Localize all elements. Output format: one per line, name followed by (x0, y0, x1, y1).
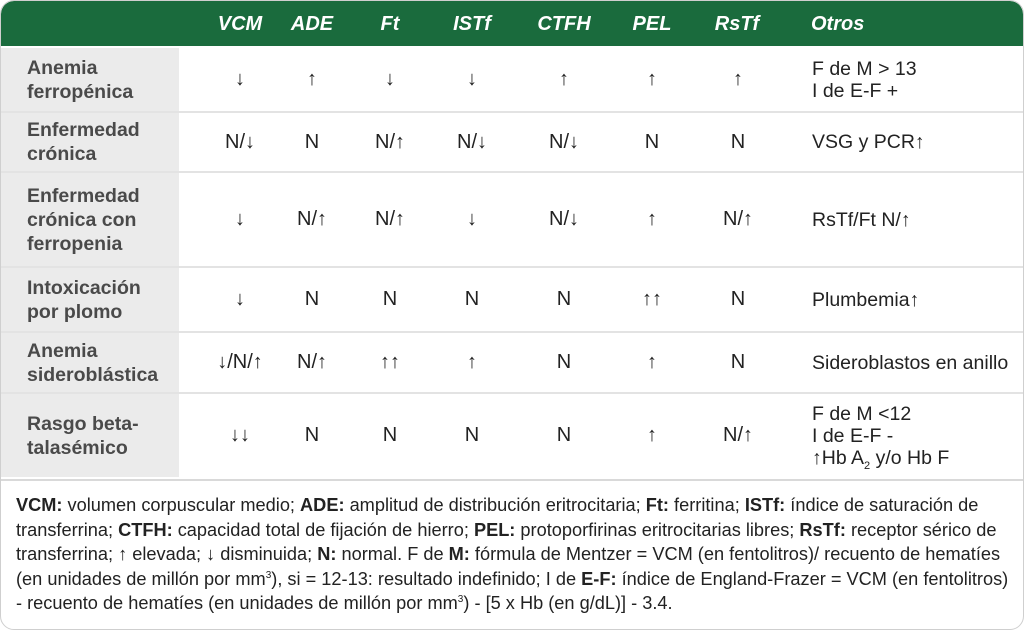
table-cell: N (382, 424, 398, 446)
otros-line: RsTf/Ft N/↑ (812, 208, 911, 231)
table-cell: N/↑ (723, 424, 753, 446)
footnote-key: PEL: (473, 519, 516, 540)
row-label (27, 184, 177, 256)
superscript: 3 (457, 593, 464, 605)
table-cell: N (730, 130, 746, 153)
table-cell: N (556, 351, 572, 373)
footnote-key: ISTf: (744, 495, 786, 515)
table-cell: N/↑ (723, 208, 753, 230)
table-cell: ↓ (235, 68, 245, 90)
header-ade: ADE (290, 13, 334, 35)
header-otros: Otros (811, 13, 865, 35)
table-cell: ↑ (307, 68, 317, 90)
footnote-segment: índice de England-Frazer = VCM (en fentolitros) - recuento de hematíes (en unidades de millón por mm (16, 568, 1009, 613)
table-cell: N (464, 424, 480, 446)
table-cell: ↓ (385, 68, 395, 90)
otros-line: F de M > 13 (812, 57, 917, 80)
footnote-text (16, 493, 1011, 616)
table-cell: N/↑ (375, 130, 405, 153)
table-cell: ↓ (235, 208, 245, 230)
table-footnote (1, 479, 1023, 630)
table-row (1, 333, 1023, 392)
header-istf: ISTf (453, 13, 491, 35)
footnote-key: M: (448, 544, 470, 564)
footnote-key: Ft: (645, 495, 669, 515)
table-cell: N/↑ (297, 208, 327, 230)
table-cell: N/↓ (457, 130, 487, 153)
row-label (27, 339, 177, 387)
table-cell: ↑ (647, 351, 657, 373)
row-label-cell (1, 268, 179, 331)
table-cell: ↓ (235, 288, 245, 310)
footnote-key: CTFH: (118, 519, 173, 540)
footnote-segment: fórmula de Mentzer = VCM (en fentolitros)/ recuento de hematíes (en unidades de millón por mm (16, 544, 1001, 589)
footnote-key: E-F: (581, 568, 617, 589)
table-cell: ↑ (647, 68, 657, 90)
row-label-line: Intoxicación (27, 276, 141, 299)
otros-cell (812, 113, 1020, 171)
table-header (1, 1, 1023, 46)
otros-line: I de E-F - (812, 424, 894, 447)
footnote-key: RsTf: (799, 519, 846, 540)
header-ft: Ft (380, 13, 400, 35)
header-rstf: RsTf (714, 13, 760, 35)
row-label-line: ferropenia (27, 232, 123, 255)
row-label-cell (1, 394, 179, 477)
table-cell: ↓↓ (230, 424, 250, 446)
footnote-segment: volumen corpuscular medio; (62, 495, 301, 515)
row-label (27, 118, 177, 166)
row-label-line: Enfermedad (27, 184, 140, 207)
footnote-segment: protoporfirinas eritrocitarias libres; (515, 519, 800, 540)
table-cell: N (730, 288, 746, 310)
table-cell: ↑↑ (642, 288, 662, 310)
row-label-line: Rasgo beta- (27, 412, 139, 435)
table-row (1, 113, 1023, 171)
table-cell: ↑ (467, 351, 477, 373)
row-label-line: Anemia (27, 56, 98, 79)
table-row (1, 48, 1023, 111)
row-label-cell (1, 48, 179, 111)
otros-line: VSG y PCR↑ (812, 131, 925, 153)
row-label (27, 412, 177, 460)
table-cell: N (464, 288, 480, 310)
header-pel: PEL (632, 13, 672, 35)
row-label-cell (1, 173, 179, 266)
footnote-key: VCM: (16, 495, 63, 515)
row-label-line: crónica (27, 143, 97, 165)
table-cell: ↑ (647, 208, 657, 230)
otros-line: I de E-F + (812, 79, 899, 102)
footnote-segment: ), si = 12-13: resultado indefinido; I de (271, 568, 582, 589)
table-cell: N (304, 130, 320, 153)
table-cell: ↑ (733, 68, 743, 90)
row-label-line: Enfermedad (27, 119, 140, 141)
table-cell: ↑ (559, 68, 569, 90)
row-label (27, 276, 177, 324)
table-row (1, 394, 1023, 477)
footnote-segment: capacidad total de fijación de hierro; (172, 519, 474, 540)
table-cell: N/↓ (549, 208, 579, 230)
otros-cell (812, 173, 1020, 266)
otros-line: Plumbemia↑ (812, 288, 920, 311)
otros-cell (812, 394, 1020, 477)
footnote-segment: ferritina; (669, 495, 745, 515)
table-row (1, 268, 1023, 331)
header-vcm: VCM (217, 13, 263, 35)
table-cell: N (304, 424, 320, 446)
otros-cell (812, 333, 1020, 392)
footnote-segment: amplitud de distribución eritrocitaria; (344, 495, 646, 515)
row-label-cell (1, 333, 179, 392)
footnote-segment: normal. F de (336, 544, 449, 564)
row-label-line: por plomo (27, 300, 123, 323)
row-label-line: ferropénica (27, 80, 134, 103)
table-cell: ↑↑ (380, 351, 400, 373)
row-label (27, 56, 177, 104)
row-label-line: sideroblástica (27, 363, 159, 386)
otros-cell (812, 268, 1020, 331)
otros-cell (812, 48, 1020, 111)
table-cell: N (382, 288, 398, 310)
table-cell: N/↓ (225, 130, 255, 153)
row-label-line: Anemia (27, 339, 98, 362)
row-label-line: talasémico (27, 436, 128, 459)
table-cell: ↓ (467, 208, 477, 230)
row-label-cell (1, 113, 179, 171)
footnote-segment: índice de saturación de transferrina; (16, 495, 979, 540)
footnote-key: N: (317, 544, 337, 564)
table-cell: N (644, 130, 660, 153)
footnote-segment: receptor sérico de transferrina; ↑ elevada; ↓ disminuida; (16, 519, 997, 564)
footnote-key: ADE: (300, 495, 345, 515)
table-cell: N (556, 424, 572, 446)
otros-line: F de M <12 (812, 402, 912, 425)
table-cell: N (730, 351, 746, 373)
table-row (1, 173, 1023, 266)
table-cell: N/↑ (375, 208, 405, 230)
header-ctfh: CTFH (537, 13, 591, 35)
table-cell: ↑ (647, 424, 657, 446)
otros-line: ↑Hb $A_2$ y/o Hb F (812, 446, 950, 472)
otros-line: Sideroblastos en anillo (812, 351, 1009, 374)
table-cell: ↓/N/↑ (217, 351, 263, 373)
table-cell: N/↑ (297, 351, 327, 373)
footnote-segment: ) - [5 x Hb (en g/dL)] - 3.4. (463, 593, 673, 613)
table-cell: N/↓ (549, 130, 579, 153)
table-cell: N (304, 288, 320, 310)
row-label-line: crónica con (27, 208, 137, 231)
table-cell: ↓ (467, 68, 477, 90)
superscript: 3 (265, 569, 272, 581)
table-cell: N (556, 288, 572, 310)
